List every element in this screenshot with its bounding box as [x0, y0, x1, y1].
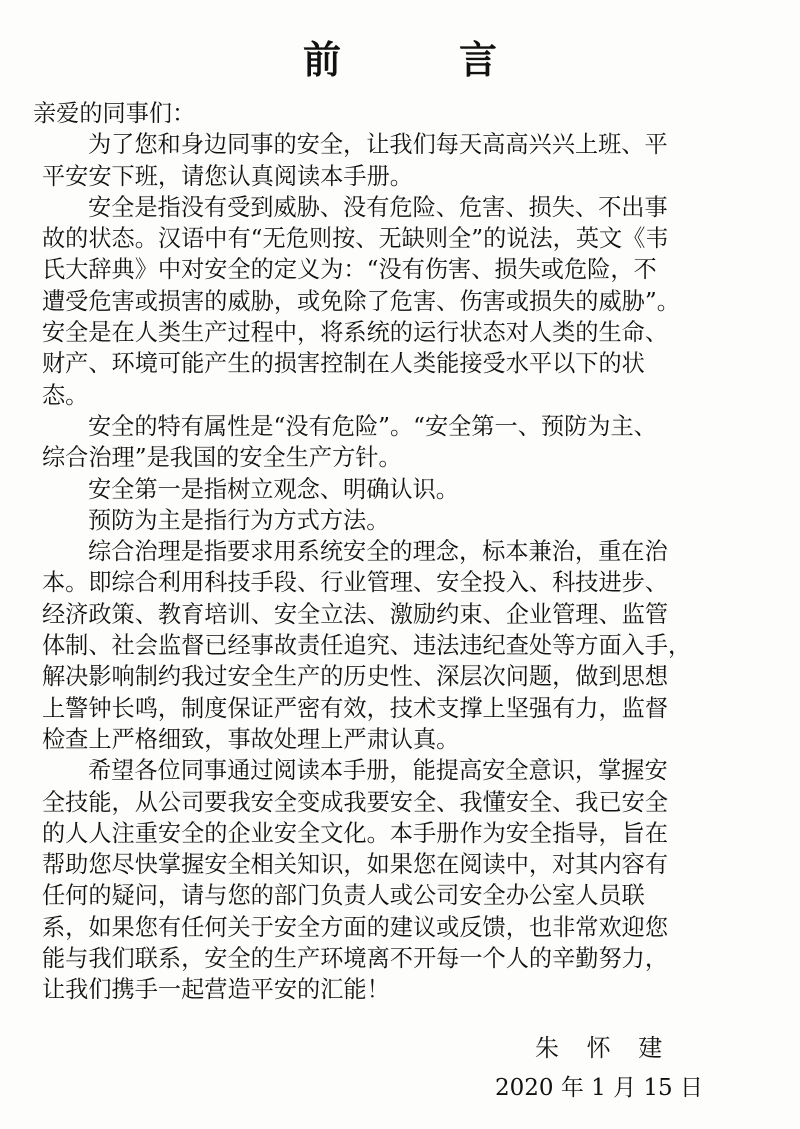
body-text-line: 平安安下班，请您认真阅读本手册。: [42, 162, 413, 190]
body-text-line: 让我们携手一起营造平安的汇能！: [42, 976, 390, 1004]
greeting-line: 亲爱的同事们：: [33, 100, 196, 127]
signature-date: 2020 年 1 月 15 日: [495, 1075, 703, 1101]
body-text-line: 安全是在人类生产过程中，将系统的运行状态对人类的生命、: [42, 319, 669, 347]
body-text-line: 的人人注重安全的企业安全文化。本手册作为安全指导，旨在: [42, 819, 669, 847]
body-text-line: 故的状态。汉语中有“无危则按、无缺则全”的说法，英文《韦: [42, 225, 669, 253]
body-text-line: 综合治理是指要求用系统安全的理念，标本兼治，重在治: [88, 538, 668, 566]
body-text-line: 安全的特有属性是“没有危险”。“安全第一、预防为主、: [88, 412, 657, 440]
body-text-line: 本。即综合利用科技手段、行业管理、安全投入、科技进步、: [42, 569, 669, 597]
body-text-line: 遭受危害或损害的威胁，或免除了危害、伤害或损失的威胁”。: [42, 287, 680, 315]
body-text-line: 综合治理”是我国的安全生产方针。: [42, 444, 402, 472]
body-text-line: 态。: [42, 381, 89, 409]
body-text-line: 经济政策、教育培训、安全立法、激励约束、企业管理、监管: [42, 600, 669, 628]
body-text-line: 财产、环境可能产生的损害控制在人类能接受水平以下的状: [42, 350, 645, 378]
body-text-line: 希望各位同事通过阅读本手册，能提高安全意识，掌握安: [88, 757, 668, 785]
body-text-line: 安全第一是指树立观念、明确认识。: [88, 475, 459, 503]
body-text-line: 全技能，从公司要我安全变成我要安全、我懂安全、我已安全: [42, 788, 669, 816]
document-body: [33, 98, 764, 1006]
body-text-line: 上警钟长鸣，制度保证严密有效，技术支撑上坚强有力，监督: [42, 694, 669, 722]
body-text-line: 解决影响制约我过安全生产的历史性、深层次问题，做到思想: [42, 663, 669, 691]
body-text-line: 为了您和身边同事的安全，让我们每天高高兴兴上班、平: [88, 131, 668, 159]
body-text-line: 安全是指没有受到威胁、没有危险、危害、损失、不出事: [88, 193, 668, 221]
page-title: 前 言: [302, 37, 537, 82]
body-text-line: 系，如果您有任何关于安全方面的建议或反馈，也非常欢迎您: [42, 913, 669, 941]
body-text-line: 预防为主是指行为方式方法。: [88, 506, 390, 534]
body-text-line: 氏大辞典》中对安全的定义为：“没有伤害、损失或危险，不: [42, 256, 657, 284]
body-text-line: 体制、社会监督已经事故责任追究、违法违纪查处等方面入手，: [42, 632, 692, 660]
body-text-line: 任何的疑问，请与您的部门负责人或公司安全办公室人员联: [42, 882, 645, 910]
body-text-line: 检查上严格细致，事故处理上严肃认真。: [42, 725, 460, 753]
body-lines: [42, 129, 764, 1005]
body-text-line: 能与我们联系，安全的生产环境离不开每一个人的辛勤努力，: [42, 945, 669, 973]
signature-name: 朱 怀 建: [535, 1034, 673, 1062]
body-text-line: 帮助您尽快掌握安全相关知识，如果您在阅读中，对其内容有: [42, 851, 669, 879]
